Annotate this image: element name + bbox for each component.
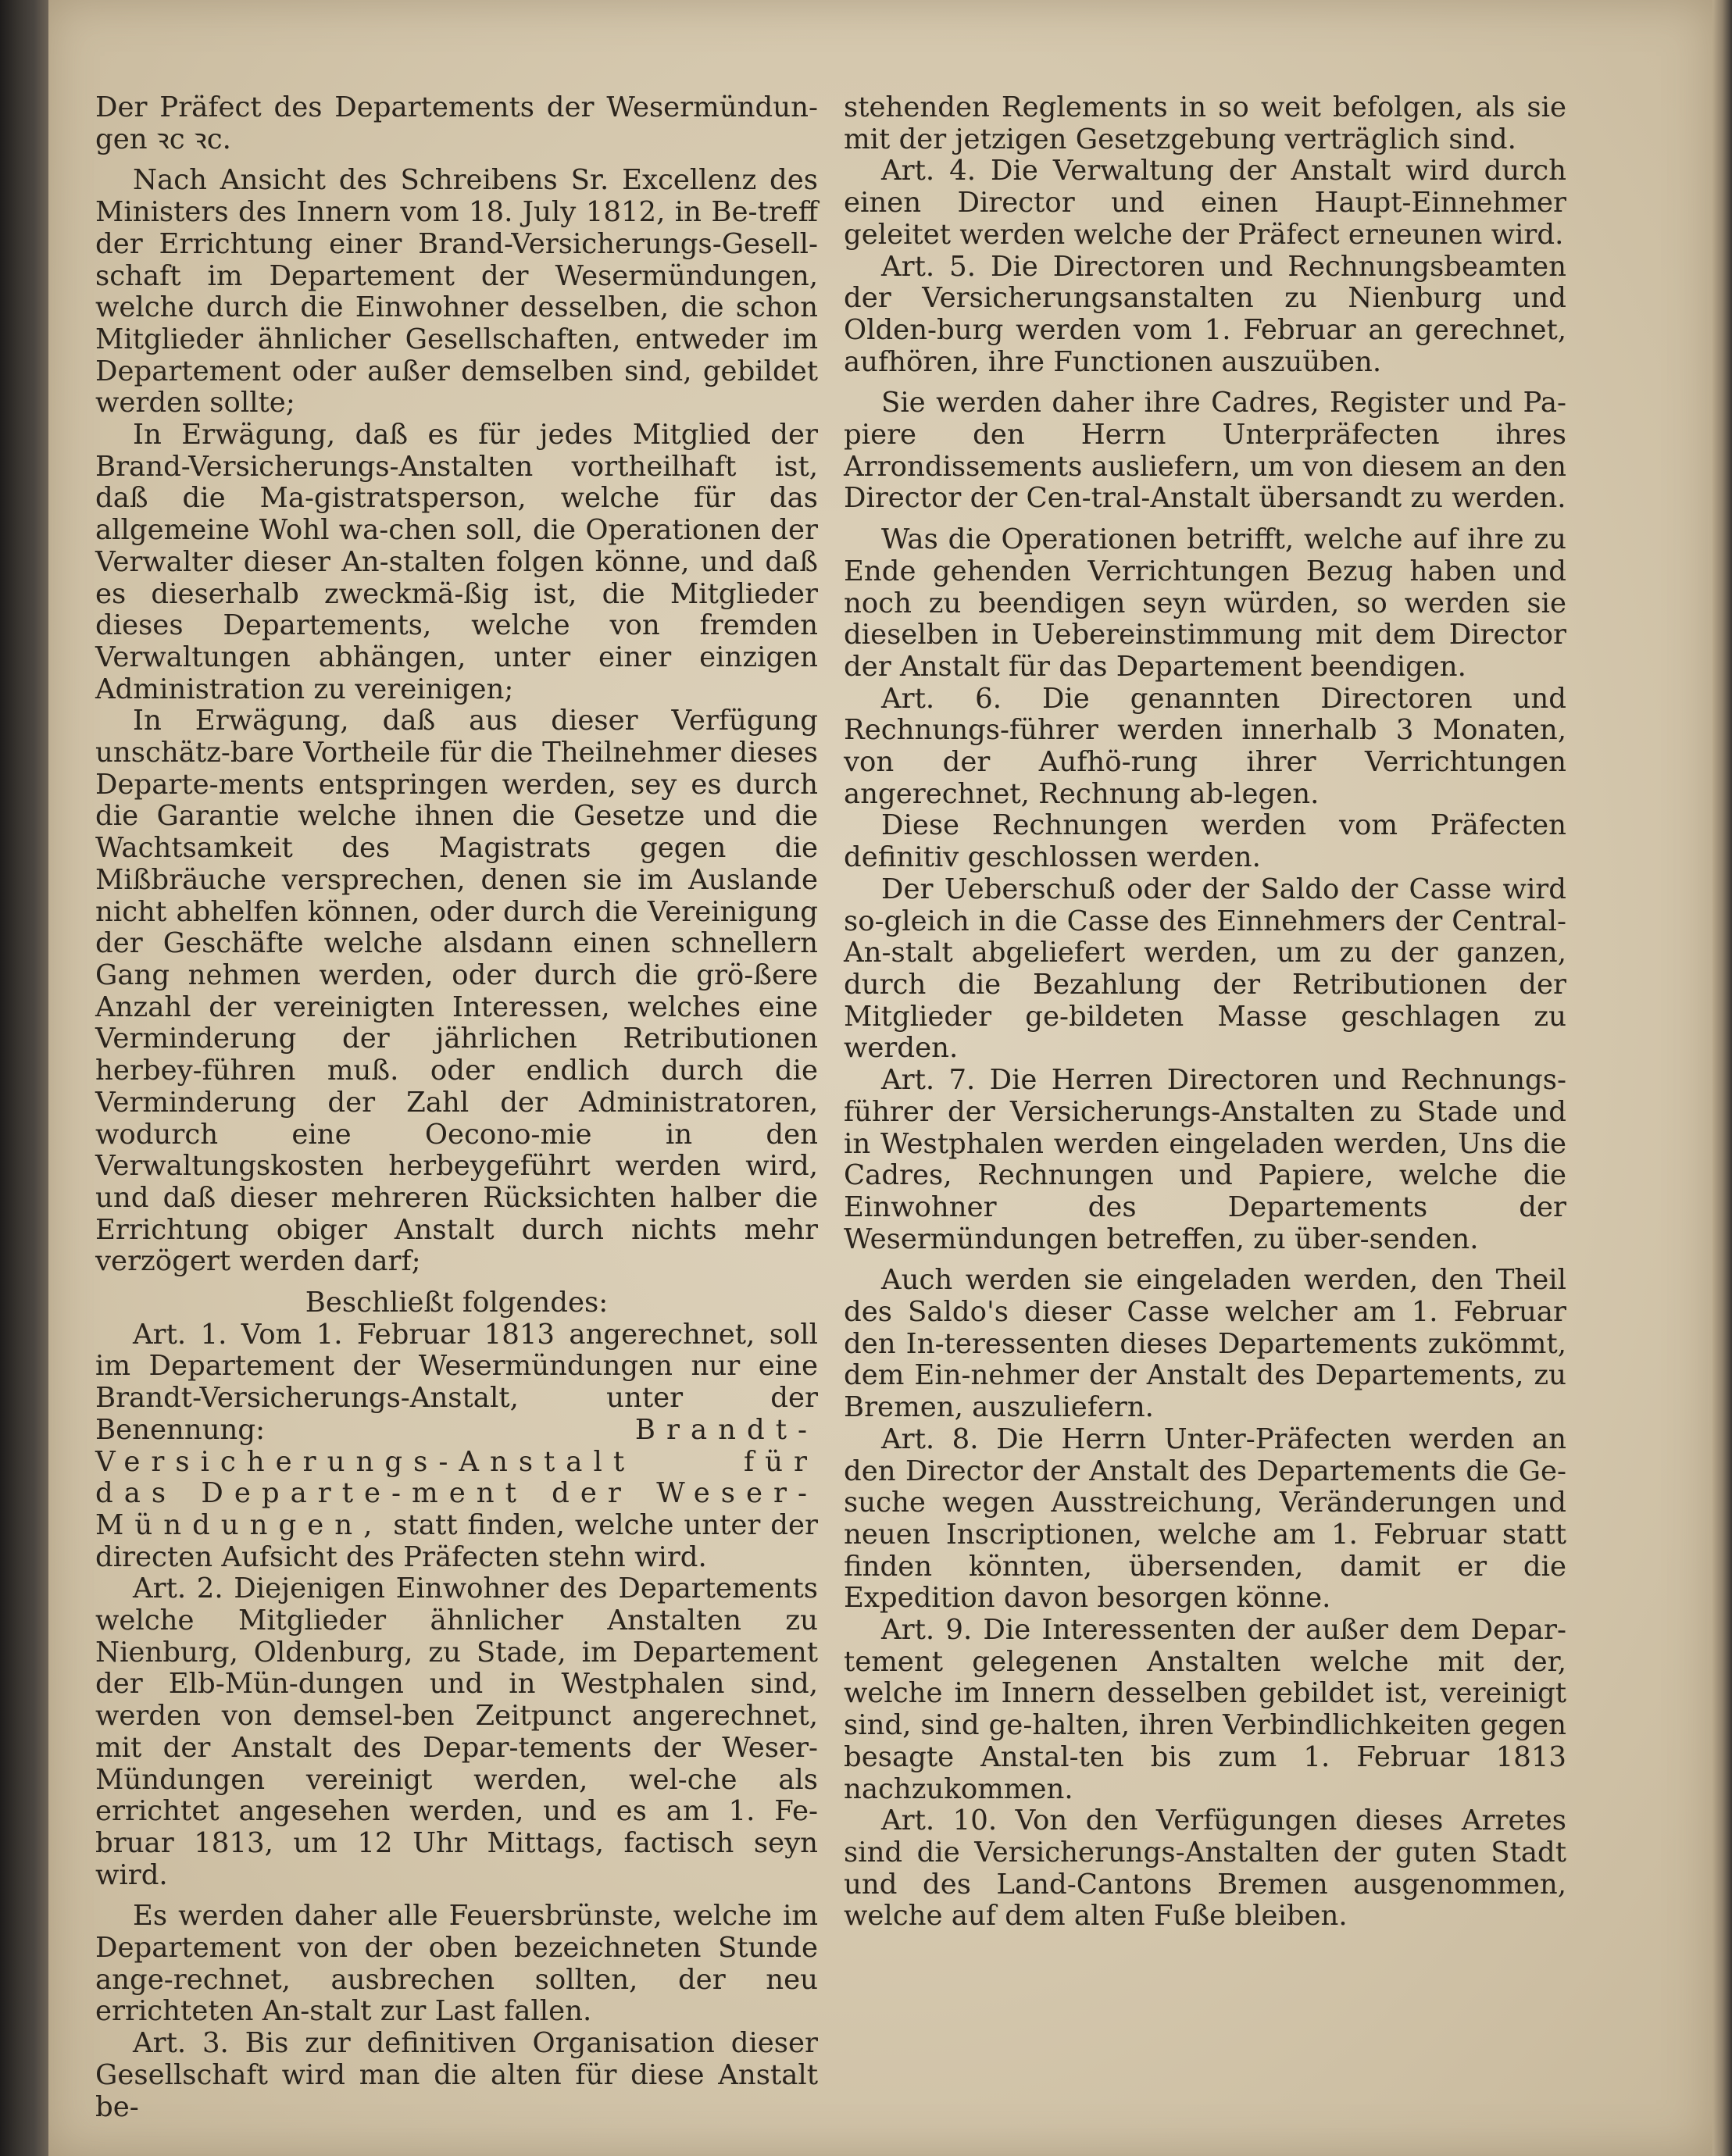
article-2: Art. 2. Diejenigen Einwohner des Departements welche Mitglieder ähnlicher Anstalten zu Nienburg, Oldenburg, zu Stade, im Departement der Elb-Mün-dungen und in Westphalen sind, werden von demsel-ben Zeitpunct angerechnet, mit der Anstalt des Depar-tements der Weser-Mündungen vereinigt werden, wel-che als errichtet angesehen werden, und es am 1. Fe-bruar 1813, um 12 Uhr Mittags, factisch seyn wird. — [95, 1572, 818, 1891]
paragraph-cadres: Sie werden daher ihre Cadres, Register und Pa-piere den Herrn Unterpräfecten ihres Arrondissements ausliefern, um von diesem an den Director der Cen-tral-Anstalt übersandt zu werden. — [844, 387, 1566, 515]
article-8: Art. 8. Die Herrn Unter-Präfecten werden an den Director der Anstalt des Departements die Ge-suche wegen Ausstreichung, Veränderungen und neuen Inscriptionen, welche am 1. Februar statt finden könnten, übersenden, damit er die Expedition davon besorgen könne. — [844, 1422, 1566, 1615]
right-text-column — [844, 92, 1566, 1933]
article-7: Art. 7. Die Herren Directoren und Rechnungs-führer der Versicherungs-Anstalten zu Stade und in Westphalen werden eingeladen werden, Uns die Cadres, Rechnungen und Papiere, welche die Einwohner des Departements der Wesermündungen betreffen, zu über-senden. — [844, 1064, 1566, 1255]
paragraph-saldo: Auch werden sie eingeladen werden, den Theil des Saldo's dieser Casse welcher am 1. Februar den In-teressenten dieses Departements zukömmt, dem Ein-nehmer der Anstalt des Departements, zu Bremen, auszuliefern. — [844, 1264, 1566, 1424]
document-page — [48, 0, 1712, 2156]
left-text-column — [95, 92, 818, 2123]
page-edge — [1712, 0, 1732, 2156]
article-3-start: Art. 3. Bis zur definitiven Organisation dieser Gesellschaft wird man die alten für diese Anstalt be- — [95, 2027, 818, 2123]
resolution-heading: Beschließt folgendes: — [305, 1287, 609, 1319]
article-4: Art. 4. Die Verwaltung der Anstalt wird durch einen Director und einen Haupt-Einnehmer geleitet werden welche der Präfect erneunen wird. — [844, 155, 1566, 251]
article-10: Art. 10. Von den Verfügungen dieses Arretes sind die Versicherungs-Anstalten der guten Stadt und des Land-Cantons Bremen ausgenommen, welche auf dem alten Fuße bleiben. — [844, 1804, 1566, 1933]
article-3-end: stehenden Reglements in so weit befolgen, als sie mit der jetzigen Gesetzgebung verträglich sind. — [844, 91, 1566, 155]
article-9: Art. 9. Die Interessenten der außer dem Depar-tement gelegenen Anstalten welche mit der, welche im Innern desselben gebildet ist, vereinigt sind, sind ge-halten, ihren Verbindlichkeiten gegen besagte Anstal-ten bis zum 1. Februar 1813 nachzukommen. — [844, 1614, 1566, 1805]
article-1-close: statt finden, welche unter der directen Aufsicht des Präfecten stehn wird. — [95, 1508, 818, 1573]
paragraph-fires: Es werden daher alle Feuersbrünste, welche im Departement von der oben bezeichneten Stunde ange-rechnet, ausbrechen sollten, der neu errichteten An-stalt zur Last fallen. — [95, 1900, 818, 2028]
article-1-intro: Art. 1. Vom 1. Februar 1813 angerechnet, soll im Departement der Wesermündungen nur eine Brandt-Versicherungs-Anstalt, unter der Benennung: — [95, 1318, 818, 1446]
paragraph-accounts: Diese Rechnungen werden vom Präfecten definitiv geschlossen werden. — [844, 809, 1566, 874]
article-1 — [95, 1319, 818, 1574]
book-binding — [0, 0, 48, 2156]
article-6: Art. 6. Die genannten Directoren und Rechnungs-führer werden innerhalb 3 Monaten, von der Aufhö-rung ihrer Verrichtungen angerechnet, Rechnung ab-legen. — [844, 682, 1566, 810]
paragraph-consideration-1: In Erwägung, daß es für jedes Mitglied der Brand-Versicherungs-Anstalten vortheilhaft ist, daß die Ma-gistratsperson, welche für das allgemeine Wohl wa-chen soll, die Operationen der Verwalter dieser An-stalten folgen könne, und daß es dieserhalb zweckmä-ßig ist, die Mitglieder dieses Departements, welche von fremden Verwaltungen abhängen, unter einer einzigen Administration zu vereinigen; — [95, 419, 818, 705]
paragraph-consideration-2: In Erwägung, daß aus dieser Verfügung unschätz-bare Vortheile für die Theilnehmer dieses Departe-ments entspringen werden, sey es durch die Garantie welche ihnen die Gesetze und die Wachtsamkeit des Magistrats gegen die Mißbräuche versprechen, denen sie im Auslande nicht abhelfen können, oder durch die Vereinigung der Geschäfte welche alsdann einen schnellern Gang nehmen werden, oder durch die grö-ßere Anzahl der vereinigten Interessen, welches eine Verminderung der jährlichen Retributionen herbey-führen muß. oder endlich durch die Verminderung der Zahl der Administratoren, wodurch eine Oecono-mie in den Verwaltungskosten herbeygeführt werden wird, und daß dieser mehreren Rücksichten halber die Errichtung obiger Anstalt durch nichts mehr verzögert werden darf; — [95, 705, 818, 1278]
article-1-institution-name: Brandt-Versicherungs-Anstalt für das Departe-ment der Weser-Mündungen, — [95, 1413, 818, 1541]
article-5: Art. 5. Die Directoren und Rechnungsbeamten der Versicherungsanstalten zu Nienburg und Olden-burg werden vom 1. Februar an gerechnet, aufhören, ihre Functionen auszuüben. — [844, 250, 1566, 378]
paragraph-preamble: Nach Ansicht des Schreibens Sr. Excellenz des Ministers des Innern vom 18. July 1812, in Be-treff der Errichtung einer Brand-Versicherungs-Gesell-schaft im Departement der Wesermündungen, welche durch die Einwohner desselben, die schon Mitglieder ähnlicher Gesellschaften, entweder im Departement oder außer demselben sind, gebildet werden sollte; — [95, 164, 818, 419]
paragraph-surplus: Der Ueberschuß oder der Saldo der Casse wird so-gleich in die Casse des Einnehmers der Central-An-stalt abgeliefert werden, um zu der ganzen, durch die Bezahlung der Retributionen der Mitglieder ge-bildeten Masse geschlagen zu werden. — [844, 873, 1566, 1065]
paragraph-operations: Was die Operationen betrifft, welche auf ihre zu Ende gehenden Verrichtungen Bezug haben und noch zu beendigen seyn würden, so werden sie dieselben in Uebereinstimmung mit dem Director der Anstalt für das Departement beendigen. — [844, 523, 1566, 683]
decree-heading: Der Präfect des Departements der Wesermündun-gen ꝛc ꝛc. — [95, 91, 818, 155]
